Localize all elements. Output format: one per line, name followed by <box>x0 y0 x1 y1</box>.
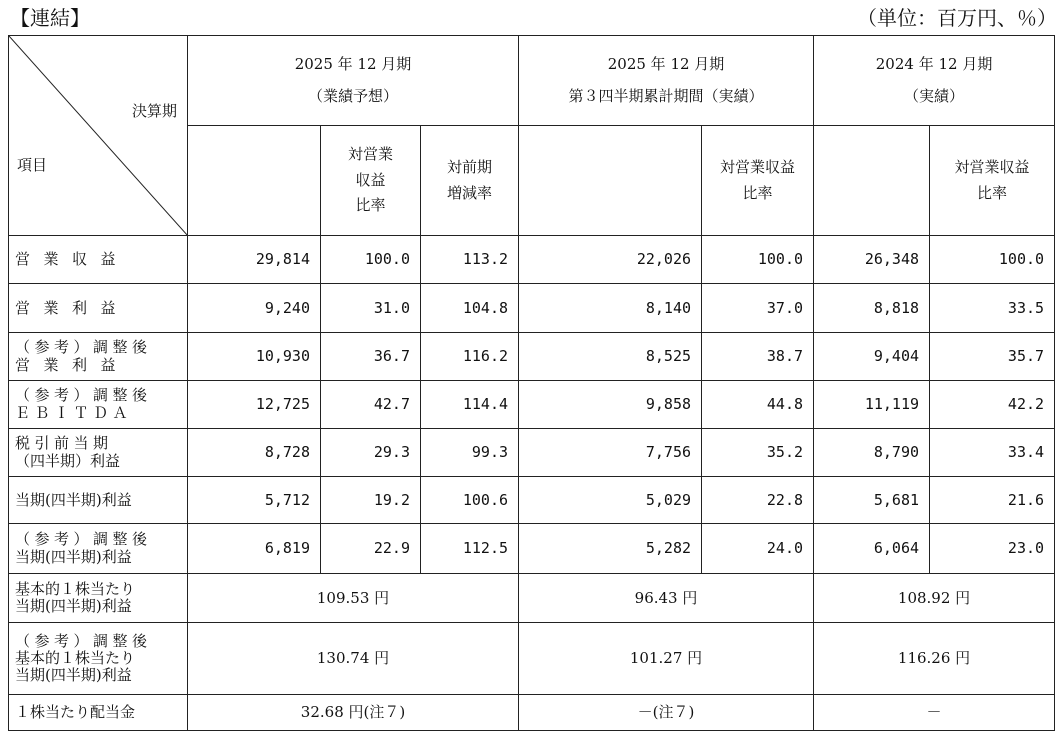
corner-diagonal <box>9 36 188 236</box>
table-row: 営業利益 9,240 31.0 104.8 8,140 37.0 8,818 33.5 <box>9 284 1055 333</box>
row-label: （参考）調整後 営業利益 <box>9 333 188 381</box>
row-label: 基本的１株当たり 当期(四半期)利益 <box>9 574 188 623</box>
table-row: 当期(四半期)利益 5,712 19.2 100.6 5,029 22.8 5,681 21.6 <box>9 477 1055 524</box>
unit-note: （単位：百万円、％） <box>857 6 1057 30</box>
header-empty-prev <box>814 126 930 236</box>
row-label: １株当たり配当金 <box>9 695 188 731</box>
row-label: （参考）調整後 基本的１株当たり 当期(四半期)利益 <box>9 623 188 695</box>
table-row: １株当たり配当金 32.68 円(注７) －(注７) － <box>9 695 1055 731</box>
header-g1-ratio: 対営業 収益 比率 <box>321 126 421 236</box>
corner-label-item: 項目 <box>17 156 48 174</box>
row-label: （参考）調整後 ＥＢＩＴＤＡ <box>9 381 188 429</box>
table-row: 営業収益 29,814 100.0 113.2 22,026 100.0 26,348 100.0 <box>9 236 1055 284</box>
header-empty-q3 <box>519 126 702 236</box>
section-title: 【連結】 <box>10 6 90 30</box>
row-label: 税引前当期 （四半期）利益 <box>9 429 188 477</box>
table-row: （参考）調整後 基本的１株当たり 当期(四半期)利益 130.74 円 101.27 円 116.26 円 <box>9 623 1055 695</box>
header-group-q3-actual: 2025 年 12 月期 第３四半期累計期間（実績） <box>519 36 814 126</box>
table-row: （参考）調整後 ＥＢＩＴＤＡ 12,725 42.7 114.4 9,858 44.8 11,119 42.2 <box>9 381 1055 429</box>
header-group-prev-actual: 2024 年 12 月期 （実績） <box>814 36 1055 126</box>
header-g3-ratio: 対営業収益 比率 <box>930 126 1055 236</box>
header-empty-forecast <box>188 126 321 236</box>
header-group-forecast: 2025 年 12 月期 （業績予想） <box>188 36 519 126</box>
row-label: 当期(四半期)利益 <box>9 477 188 524</box>
row-label: 営業利益 <box>9 284 188 333</box>
table-row: （参考）調整後 当期(四半期)利益 6,819 22.9 112.5 5,282 24.0 6,064 23.0 <box>9 524 1055 574</box>
row-label: 営業収益 <box>9 236 188 284</box>
financial-table <box>8 35 1055 731</box>
table-row: （参考）調整後 営業利益 10,930 36.7 116.2 8,525 38.7 9,404 35.7 <box>9 333 1055 381</box>
header-g2-ratio: 対営業収益 比率 <box>702 126 814 236</box>
header-g1-yoy: 対前期 増減率 <box>421 126 519 236</box>
header-corner <box>9 36 188 236</box>
row-label: （参考）調整後 当期(四半期)利益 <box>9 524 188 574</box>
table-row: 税引前当期 （四半期）利益 8,728 29.3 99.3 7,756 35.2 8,790 33.4 <box>9 429 1055 477</box>
table-row: 基本的１株当たり 当期(四半期)利益 109.53 円 96.43 円 108.92 円 <box>9 574 1055 623</box>
corner-label-period: 決算期 <box>131 102 177 120</box>
